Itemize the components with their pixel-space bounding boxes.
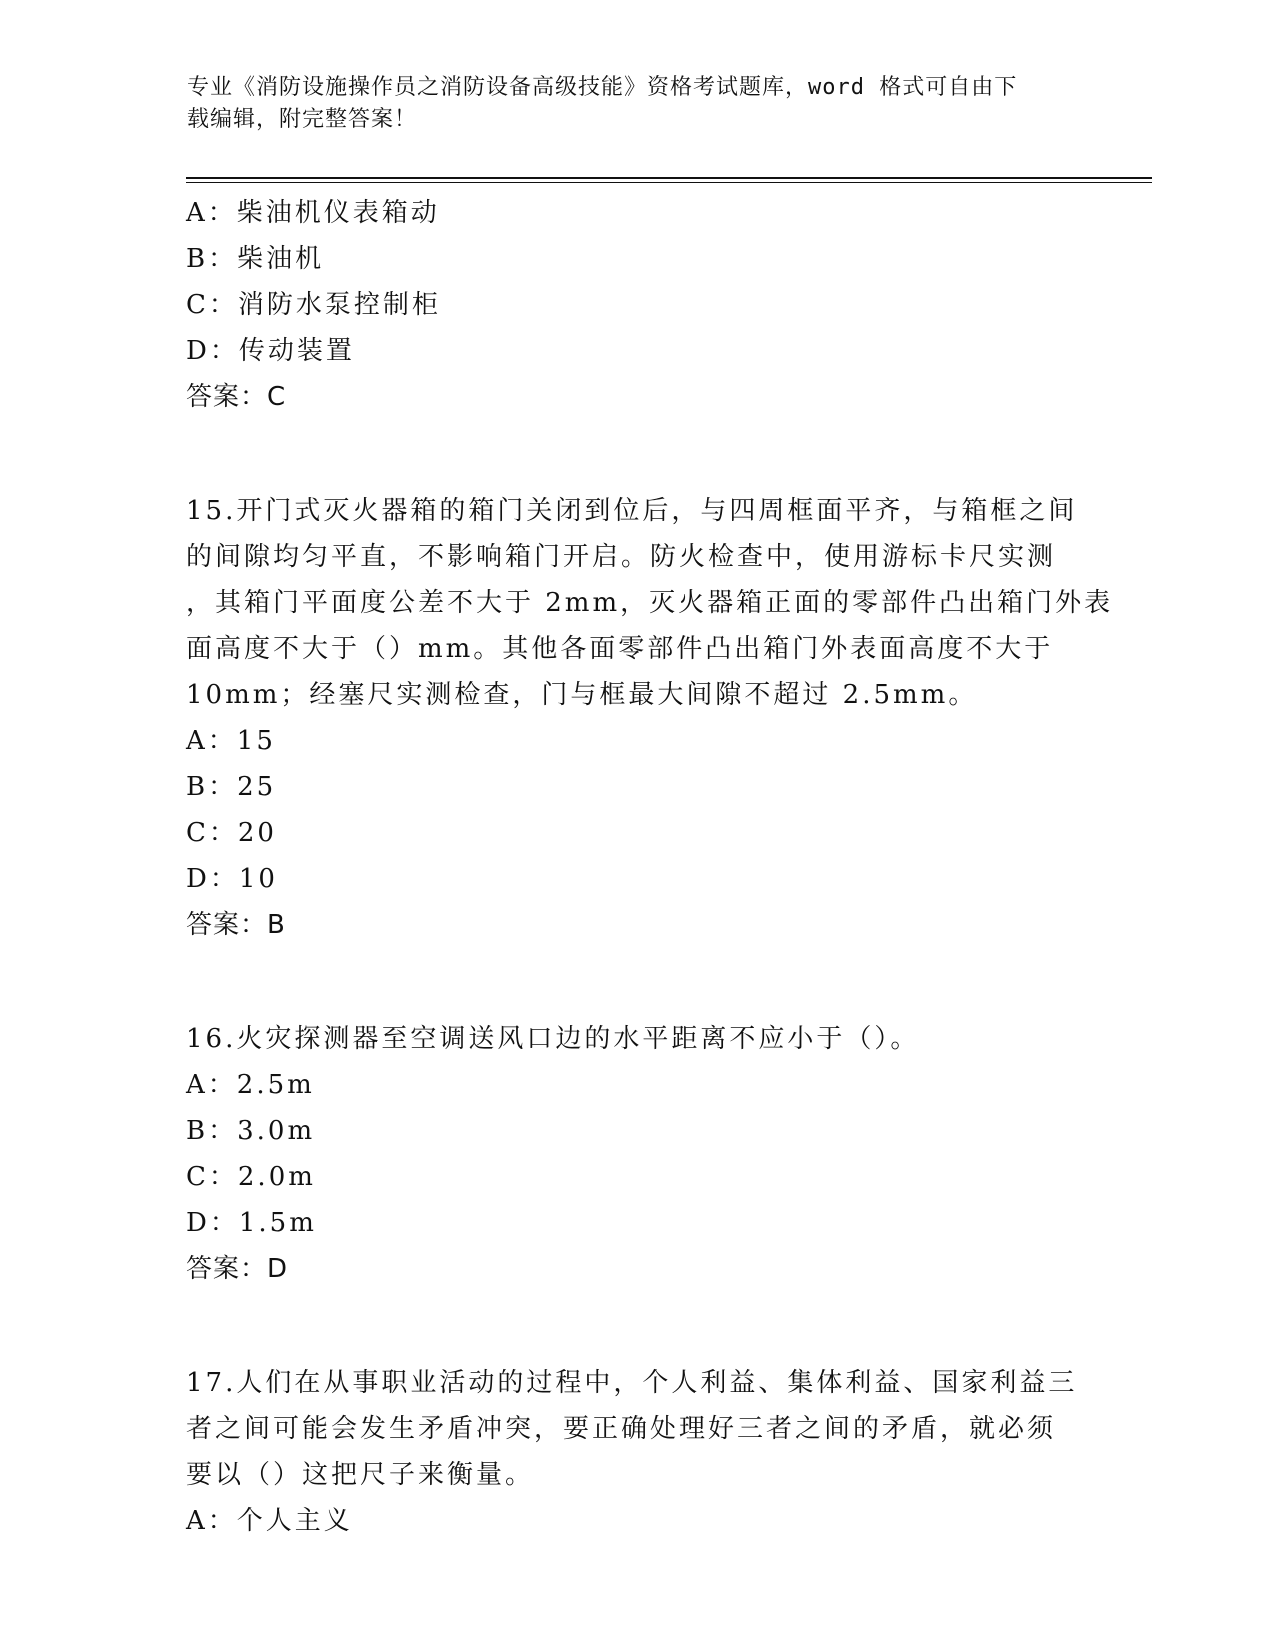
document-header <box>187 72 1067 136</box>
option-d: D：1.5m <box>186 1208 317 1238</box>
question-stem-line: 要以（）这把尺子来衡量。 <box>186 1460 535 1490</box>
answer: 答案：D <box>186 1254 289 1284</box>
question-stem-line: 者之间可能会发生矛盾冲突，要正确处理好三者之间的矛盾，就必须 <box>186 1414 1057 1444</box>
header-divider-thick <box>186 177 1152 179</box>
question-stem-line: ，其箱门平面度公差不大于 2mm，灭火器箱正面的零部件凸出箱门外表 <box>186 588 1114 618</box>
option-a: A：个人主义 <box>186 1506 353 1536</box>
header-line-2: 载编辑，附完整答案！ <box>187 107 418 132</box>
option-c: C：消防水泵控制柜 <box>186 290 441 320</box>
question-stem-line: 面高度不大于（）mm。其他各面零部件凸出箱门外表面高度不大于 <box>186 634 1054 664</box>
option-b: B：25 <box>186 772 277 802</box>
answer: 答案：C <box>186 382 287 412</box>
option-b: B：柴油机 <box>186 244 325 274</box>
question-16 <box>186 1016 1086 1292</box>
header-line-1: 专业《消防设施操作员之消防设备高级技能》资格考试题库，word 格式可自由下 <box>187 75 1018 100</box>
question-list <box>186 190 1114 1544</box>
option-d: D：传动装置 <box>186 336 355 366</box>
question-15 <box>186 488 1114 948</box>
option-b: B：3.0m <box>186 1116 316 1146</box>
question-17 <box>186 1360 1086 1544</box>
option-d: D：10 <box>186 864 278 894</box>
question-stem-line: 15.开门式灭火器箱的箱门关闭到位后，与四周框面平齐，与箱框之间 <box>186 496 1078 526</box>
question-stem-line: 16.火灾探测器至空调送风口边的水平距离不应小于（）。 <box>186 1024 920 1054</box>
question-stem-line: 10mm；经塞尺实测检查，门与框最大间隙不超过 2.5mm。 <box>186 680 978 710</box>
option-c: C：2.0m <box>186 1162 316 1192</box>
answer: 答案：B <box>186 910 286 940</box>
option-a: A：2.5m <box>186 1070 315 1100</box>
header-divider-thin <box>186 182 1152 183</box>
option-c: C：20 <box>186 818 277 848</box>
question-14 <box>186 190 1086 420</box>
option-a: A：柴油机仪表箱动 <box>186 198 440 228</box>
option-a: A：15 <box>186 726 276 756</box>
question-stem-line: 的间隙均匀平直，不影响箱门开启。防火检查中，使用游标卡尺实测 <box>186 542 1057 572</box>
question-stem-line: 17.人们在从事职业活动的过程中，个人利益、集体利益、国家利益三 <box>186 1368 1078 1398</box>
